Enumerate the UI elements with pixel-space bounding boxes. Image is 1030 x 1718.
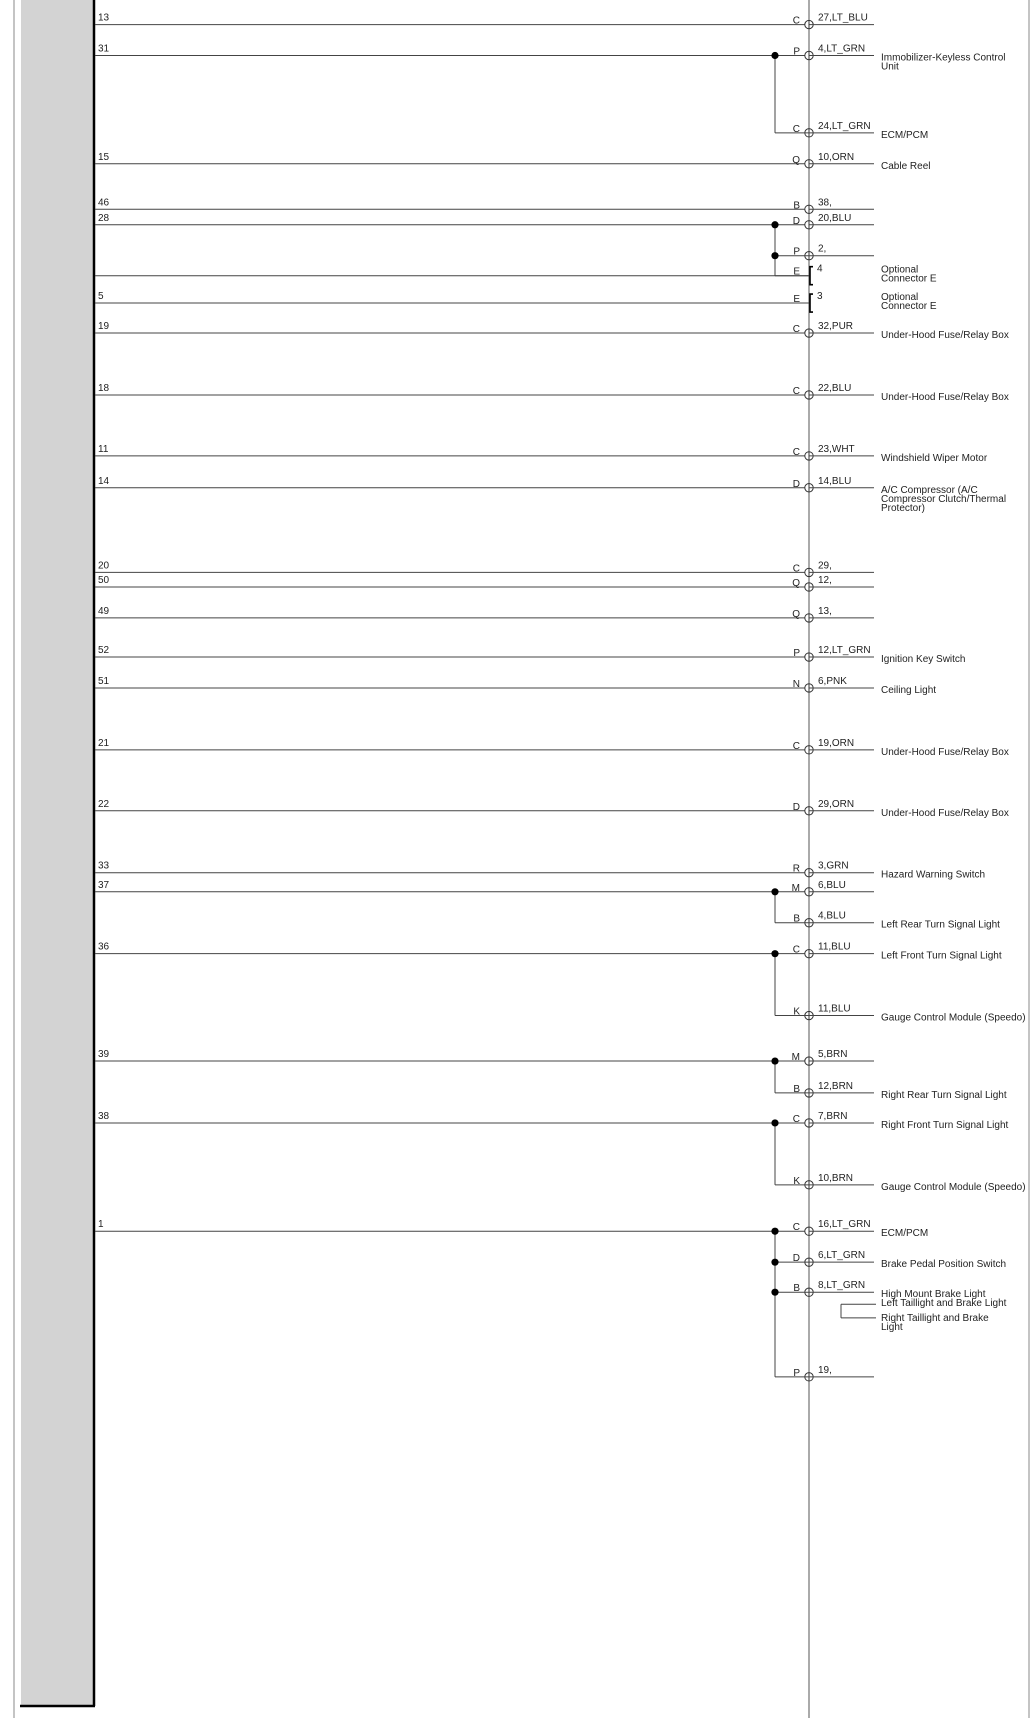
destination-label: Ceiling Light <box>881 684 937 696</box>
module-pin-label: 20 <box>98 560 110 572</box>
destination-label: Optional <box>881 292 919 304</box>
wire-31 <box>793 1250 1006 1270</box>
terminal-wire-label: 3,GRN <box>818 860 849 872</box>
control-unit-body <box>21 0 94 1706</box>
splice-6 <box>771 1119 809 1184</box>
splice-dot <box>771 1119 778 1126</box>
terminal-wire-label: 11,BLU <box>818 941 851 953</box>
module-pin-label: 36 <box>98 941 110 953</box>
module-pin-label: 37 <box>98 879 110 891</box>
terminal-wire-label: 12,BRN <box>818 1080 854 1092</box>
connector-letter: E <box>793 294 800 306</box>
module-pin-label: 38 <box>98 1110 110 1122</box>
terminal-wire-label: 14,BLU <box>818 475 852 487</box>
splice-dot <box>771 888 778 895</box>
wire-30 <box>95 1219 928 1239</box>
terminal-wire-label: 13, <box>818 605 832 617</box>
wire-22 <box>95 880 874 896</box>
module-pin-label: 52 <box>98 645 110 657</box>
wire-19 <box>95 738 1009 758</box>
destination-label: Unit <box>881 61 899 73</box>
terminal-wire-label: 22,BLU <box>818 382 852 394</box>
destination-label: Protector) <box>881 502 925 514</box>
terminal-wire-label: 11,BLU <box>818 1003 851 1015</box>
module-pin-label: 13 <box>98 12 110 24</box>
terminal-wire-label: 29,ORN <box>818 798 855 810</box>
connector-letter: Q <box>792 577 800 589</box>
destination-label: Left Taillight and Brake Light <box>881 1298 1007 1310</box>
wire-3 <box>793 121 928 141</box>
terminal-wire-label: 16,LT_GRN <box>818 1219 871 1231</box>
destination-label: Brake Pedal Position Switch <box>881 1259 1007 1271</box>
connector-letter: P <box>793 246 800 258</box>
connector-letter: C <box>792 1222 800 1234</box>
destination-label: ECM/PCM <box>881 129 929 141</box>
terminal-wire-label: 12, <box>818 574 832 586</box>
module-pin-label: 11 <box>98 443 109 455</box>
connector-letter: Q <box>792 608 800 620</box>
wire-25 <box>793 1004 1025 1024</box>
splice-1 <box>771 52 809 133</box>
module-pin-label: 18 <box>98 382 110 394</box>
connector-letter: C <box>792 15 800 27</box>
optional-connector-bracket <box>810 294 813 312</box>
wire-10 <box>95 321 1009 341</box>
taillight-branch <box>841 1304 876 1318</box>
destination-label: Under-Hood Fuse/Relay Box <box>881 746 1009 758</box>
wire-23 <box>793 911 1000 931</box>
terminal-wire-label: 10,BRN <box>818 1172 854 1184</box>
splice-4 <box>771 950 809 1015</box>
connector-letter: D <box>792 478 800 490</box>
module-pin-label: 15 <box>98 151 110 163</box>
splice-5 <box>771 1057 809 1092</box>
splice-dot <box>771 221 778 228</box>
wire-8 <box>95 264 937 285</box>
connector-letter: C <box>792 385 800 397</box>
connector-letter: K <box>793 1006 800 1018</box>
wire-5 <box>95 197 874 213</box>
wire-9 <box>95 291 937 312</box>
connector-letter: R <box>792 863 800 875</box>
module-pin-label: 33 <box>98 860 110 872</box>
destination-label: Right Taillight and Brake <box>881 1312 989 1324</box>
destination-label: A/C Compressor (A/C <box>881 484 978 496</box>
module-pin-label: 21 <box>98 737 110 749</box>
connector-letter: D <box>792 1253 800 1265</box>
frame <box>14 0 1029 1718</box>
splice-3 <box>771 888 809 923</box>
splice-dot <box>771 1228 778 1235</box>
terminal-wire-label: 6,LT_GRN <box>818 1250 866 1262</box>
wire-21 <box>95 861 985 881</box>
module-pin-label: 5 <box>98 291 104 303</box>
destination-label: Right Front Turn Signal Light <box>881 1119 1009 1131</box>
connector-letter: M <box>791 882 800 894</box>
destination-label: Immobilizer-Keyless Control <box>881 52 1006 64</box>
destination-label: Connector E <box>881 273 937 285</box>
module-pin-label: 22 <box>98 798 110 810</box>
wire-14 <box>95 560 874 576</box>
terminal-wire-label: 4 <box>817 263 823 275</box>
wire-28 <box>95 1111 1009 1131</box>
connector-letter: E <box>793 266 800 278</box>
connector-letter: C <box>792 123 800 135</box>
destination-label: High Mount Brake Light <box>881 1289 986 1301</box>
terminal-wire-label: 4,BLU <box>818 910 846 922</box>
connector-letter: P <box>793 1367 800 1379</box>
destination-label: Under-Hood Fuse/Relay Box <box>881 330 1009 342</box>
terminal-wire-label: 2, <box>818 243 827 255</box>
destination-label: Ignition Key Switch <box>881 654 966 666</box>
terminal-wire-label: 4,LT_GRN <box>818 43 866 55</box>
terminal-wire-label: 5,BRN <box>818 1049 848 1061</box>
splices <box>771 52 809 1377</box>
wire-13 <box>95 476 1006 514</box>
connector-letter: B <box>793 1283 800 1295</box>
terminal-wire-label: 23,WHT <box>818 443 855 455</box>
connector-letter: P <box>793 46 800 58</box>
module-pin-label: 31 <box>98 43 110 55</box>
destination-label: Under-Hood Fuse/Relay Box <box>881 807 1009 819</box>
splice-2 <box>771 221 809 276</box>
destination-label: ECM/PCM <box>881 1228 929 1240</box>
connector-letter: C <box>792 1113 800 1125</box>
splice-dot <box>771 950 778 957</box>
terminal-wire-label: 24,LT_GRN <box>818 120 871 132</box>
wire-24 <box>95 942 1002 962</box>
wire-26 <box>95 1049 874 1065</box>
wire-34 <box>793 1365 874 1381</box>
wire-16 <box>95 606 874 622</box>
terminal-wire-label: 10,ORN <box>818 151 855 163</box>
destination-label: Left Rear Turn Signal Light <box>881 919 1000 931</box>
terminal-wire-label: 19, <box>818 1364 832 1376</box>
module-pin-label: 14 <box>98 475 110 487</box>
wire-11 <box>95 383 1009 403</box>
wire-4 <box>95 152 930 172</box>
destination-label: Left Front Turn Signal Light <box>881 950 1002 962</box>
wires <box>95 13 1026 1381</box>
wire-17 <box>95 645 966 665</box>
splice-dot <box>771 252 778 259</box>
wire-6 <box>95 213 874 229</box>
wire-27 <box>793 1081 1007 1101</box>
terminal-wire-label: 32,PUR <box>818 321 854 333</box>
splice-dot <box>771 52 778 59</box>
wire-12 <box>95 444 988 464</box>
terminal-wire-label: 6,BLU <box>818 879 846 891</box>
destination-label: Hazard Warning Switch <box>881 869 986 881</box>
wire-18 <box>95 676 936 696</box>
connector-letter: N <box>792 678 800 690</box>
terminal-wire-label: 27,LT_BLU <box>818 12 868 24</box>
terminal-wire-label: 20,BLU <box>818 212 852 224</box>
connector-letter: C <box>792 563 800 575</box>
destination-label: Light <box>881 1321 903 1333</box>
destination-label: Cable Reel <box>881 160 931 172</box>
module-pin-label: 28 <box>98 212 110 224</box>
terminal-wire-label: 3 <box>817 291 823 303</box>
terminal-wire-label: 6,PNK <box>818 675 847 687</box>
module-pin-label: 39 <box>98 1049 110 1061</box>
terminal-wire-label: 7,BRN <box>818 1110 848 1122</box>
destination-label: Right Rear Turn Signal Light <box>881 1089 1007 1101</box>
terminal-wire-label: 8,LT_GRN <box>818 1280 866 1292</box>
connector-letter: M <box>791 1052 800 1064</box>
terminal-wire-label: 38, <box>818 197 832 209</box>
module-pin-label: 19 <box>98 321 110 333</box>
connector-letter: C <box>792 324 800 336</box>
wire-2 <box>95 44 1005 73</box>
connector-letter: D <box>792 215 800 227</box>
connector-letter: K <box>793 1175 800 1187</box>
connector-letter: B <box>793 913 800 925</box>
module-pin-label: 51 <box>98 675 110 687</box>
connector-letter: P <box>793 648 800 660</box>
module-block <box>20 0 95 1706</box>
splice-dot <box>771 1289 778 1296</box>
wire-20 <box>95 799 1009 819</box>
connector-letter: C <box>792 446 800 458</box>
connector-letter: C <box>792 740 800 752</box>
destination-label: Windshield Wiper Motor <box>881 452 988 464</box>
connector-letter: C <box>792 944 800 956</box>
connector-letter: B <box>793 1083 800 1095</box>
terminal-wire-label: 29, <box>818 560 832 572</box>
destination-label: Compressor Clutch/Thermal <box>881 493 1007 505</box>
wire-33 <box>881 1313 989 1333</box>
connector-letter: D <box>792 801 800 813</box>
wire-29 <box>793 1173 1025 1193</box>
splice-dot <box>771 1259 778 1266</box>
module-pin-label: 50 <box>98 574 110 586</box>
wire-15 <box>95 575 874 591</box>
terminal-wire-label: 19,ORN <box>818 737 855 749</box>
destination-label: Connector E <box>881 301 937 313</box>
connector-letter: Q <box>792 154 800 166</box>
module-pin-label: 46 <box>98 197 110 209</box>
optional-connector-bracket <box>810 267 813 285</box>
splice-7 <box>771 1228 809 1377</box>
terminal-wire-label: 12,LT_GRN <box>818 645 871 657</box>
module-pin-label: 1 <box>98 1219 104 1231</box>
module-pin-label: 49 <box>98 605 110 617</box>
destination-label: Optional <box>881 264 919 276</box>
connector-letter: B <box>793 200 800 212</box>
destination-label: Gauge Control Module (Speedo) <box>881 1181 1026 1193</box>
destination-label: Gauge Control Module (Speedo) <box>881 1012 1026 1024</box>
wire-7 <box>793 244 874 260</box>
wire-1 <box>95 13 874 29</box>
splice-dot <box>771 1057 778 1064</box>
destination-label: Under-Hood Fuse/Relay Box <box>881 391 1009 403</box>
wire-32 <box>793 1280 1006 1309</box>
